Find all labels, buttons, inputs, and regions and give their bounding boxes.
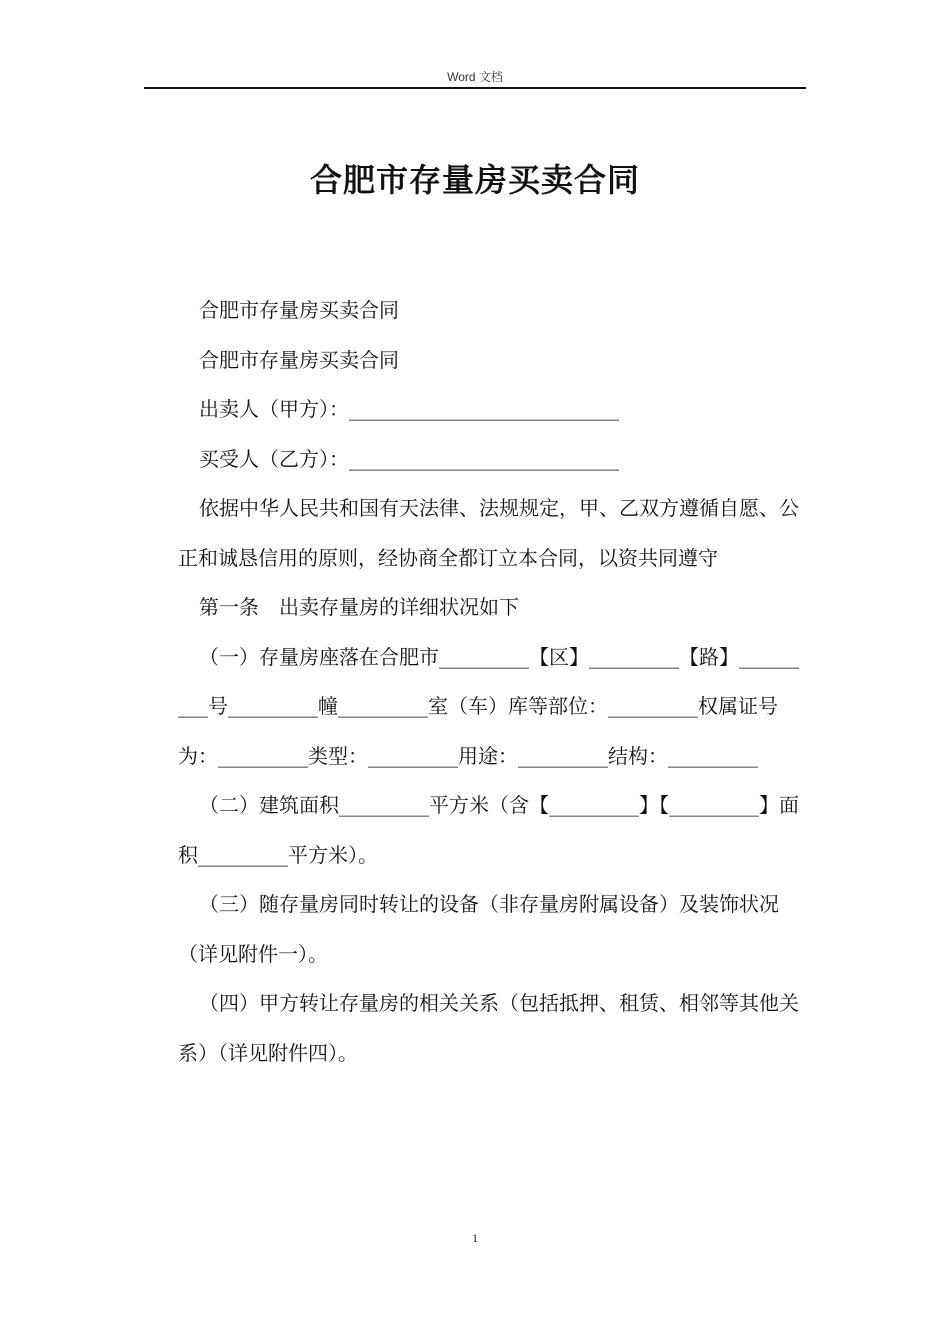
header-divider	[144, 87, 806, 89]
paragraph-item-3: （三）随存量房同时转让的设备（非存量房附属设备）及装饰状况（详见附件一）。	[178, 892, 779, 966]
paragraph-subtitle-1: 合肥市存量房买卖合同	[199, 298, 399, 322]
paragraph-buyer: 买受人（乙方）：___________________________	[199, 446, 619, 471]
paragraph-article-1: 第一条 出卖存量房的详细状况如下	[199, 595, 519, 619]
paragraph-item-2: （二）建筑面积_________平方米（含【_________】【_________】面积_________平方米）。	[178, 793, 799, 867]
paragraph-preamble: 依据中华人民共和国有天法律、法规规定，甲、乙双方遵循自愿、公正和诚恳信用的原则，经协商全都订立本合同，以资共同遵守	[178, 496, 799, 570]
page-number: 1	[472, 1231, 478, 1245]
page-header: Word 文档	[447, 70, 503, 84]
paragraph-item-1: （一）存量房座落在合肥市_________【区】_________【路】_________号_________幢_________室（车）库等部位：_________权属证号为：_________类型：_________用途：_________结构：_________	[178, 644, 799, 768]
document-title: 合肥市存量房买卖合同	[309, 161, 640, 199]
document-body	[178, 286, 804, 1078]
paragraph-item-4: （四）甲方转让存量房的相关关系（包括抵押、租赁、相邻等其他关系）（详见附件四）。	[178, 991, 799, 1065]
paragraph-seller: 出卖人（甲方）：___________________________	[199, 397, 619, 421]
paragraph-subtitle-2: 合肥市存量房买卖合同	[199, 347, 399, 372]
